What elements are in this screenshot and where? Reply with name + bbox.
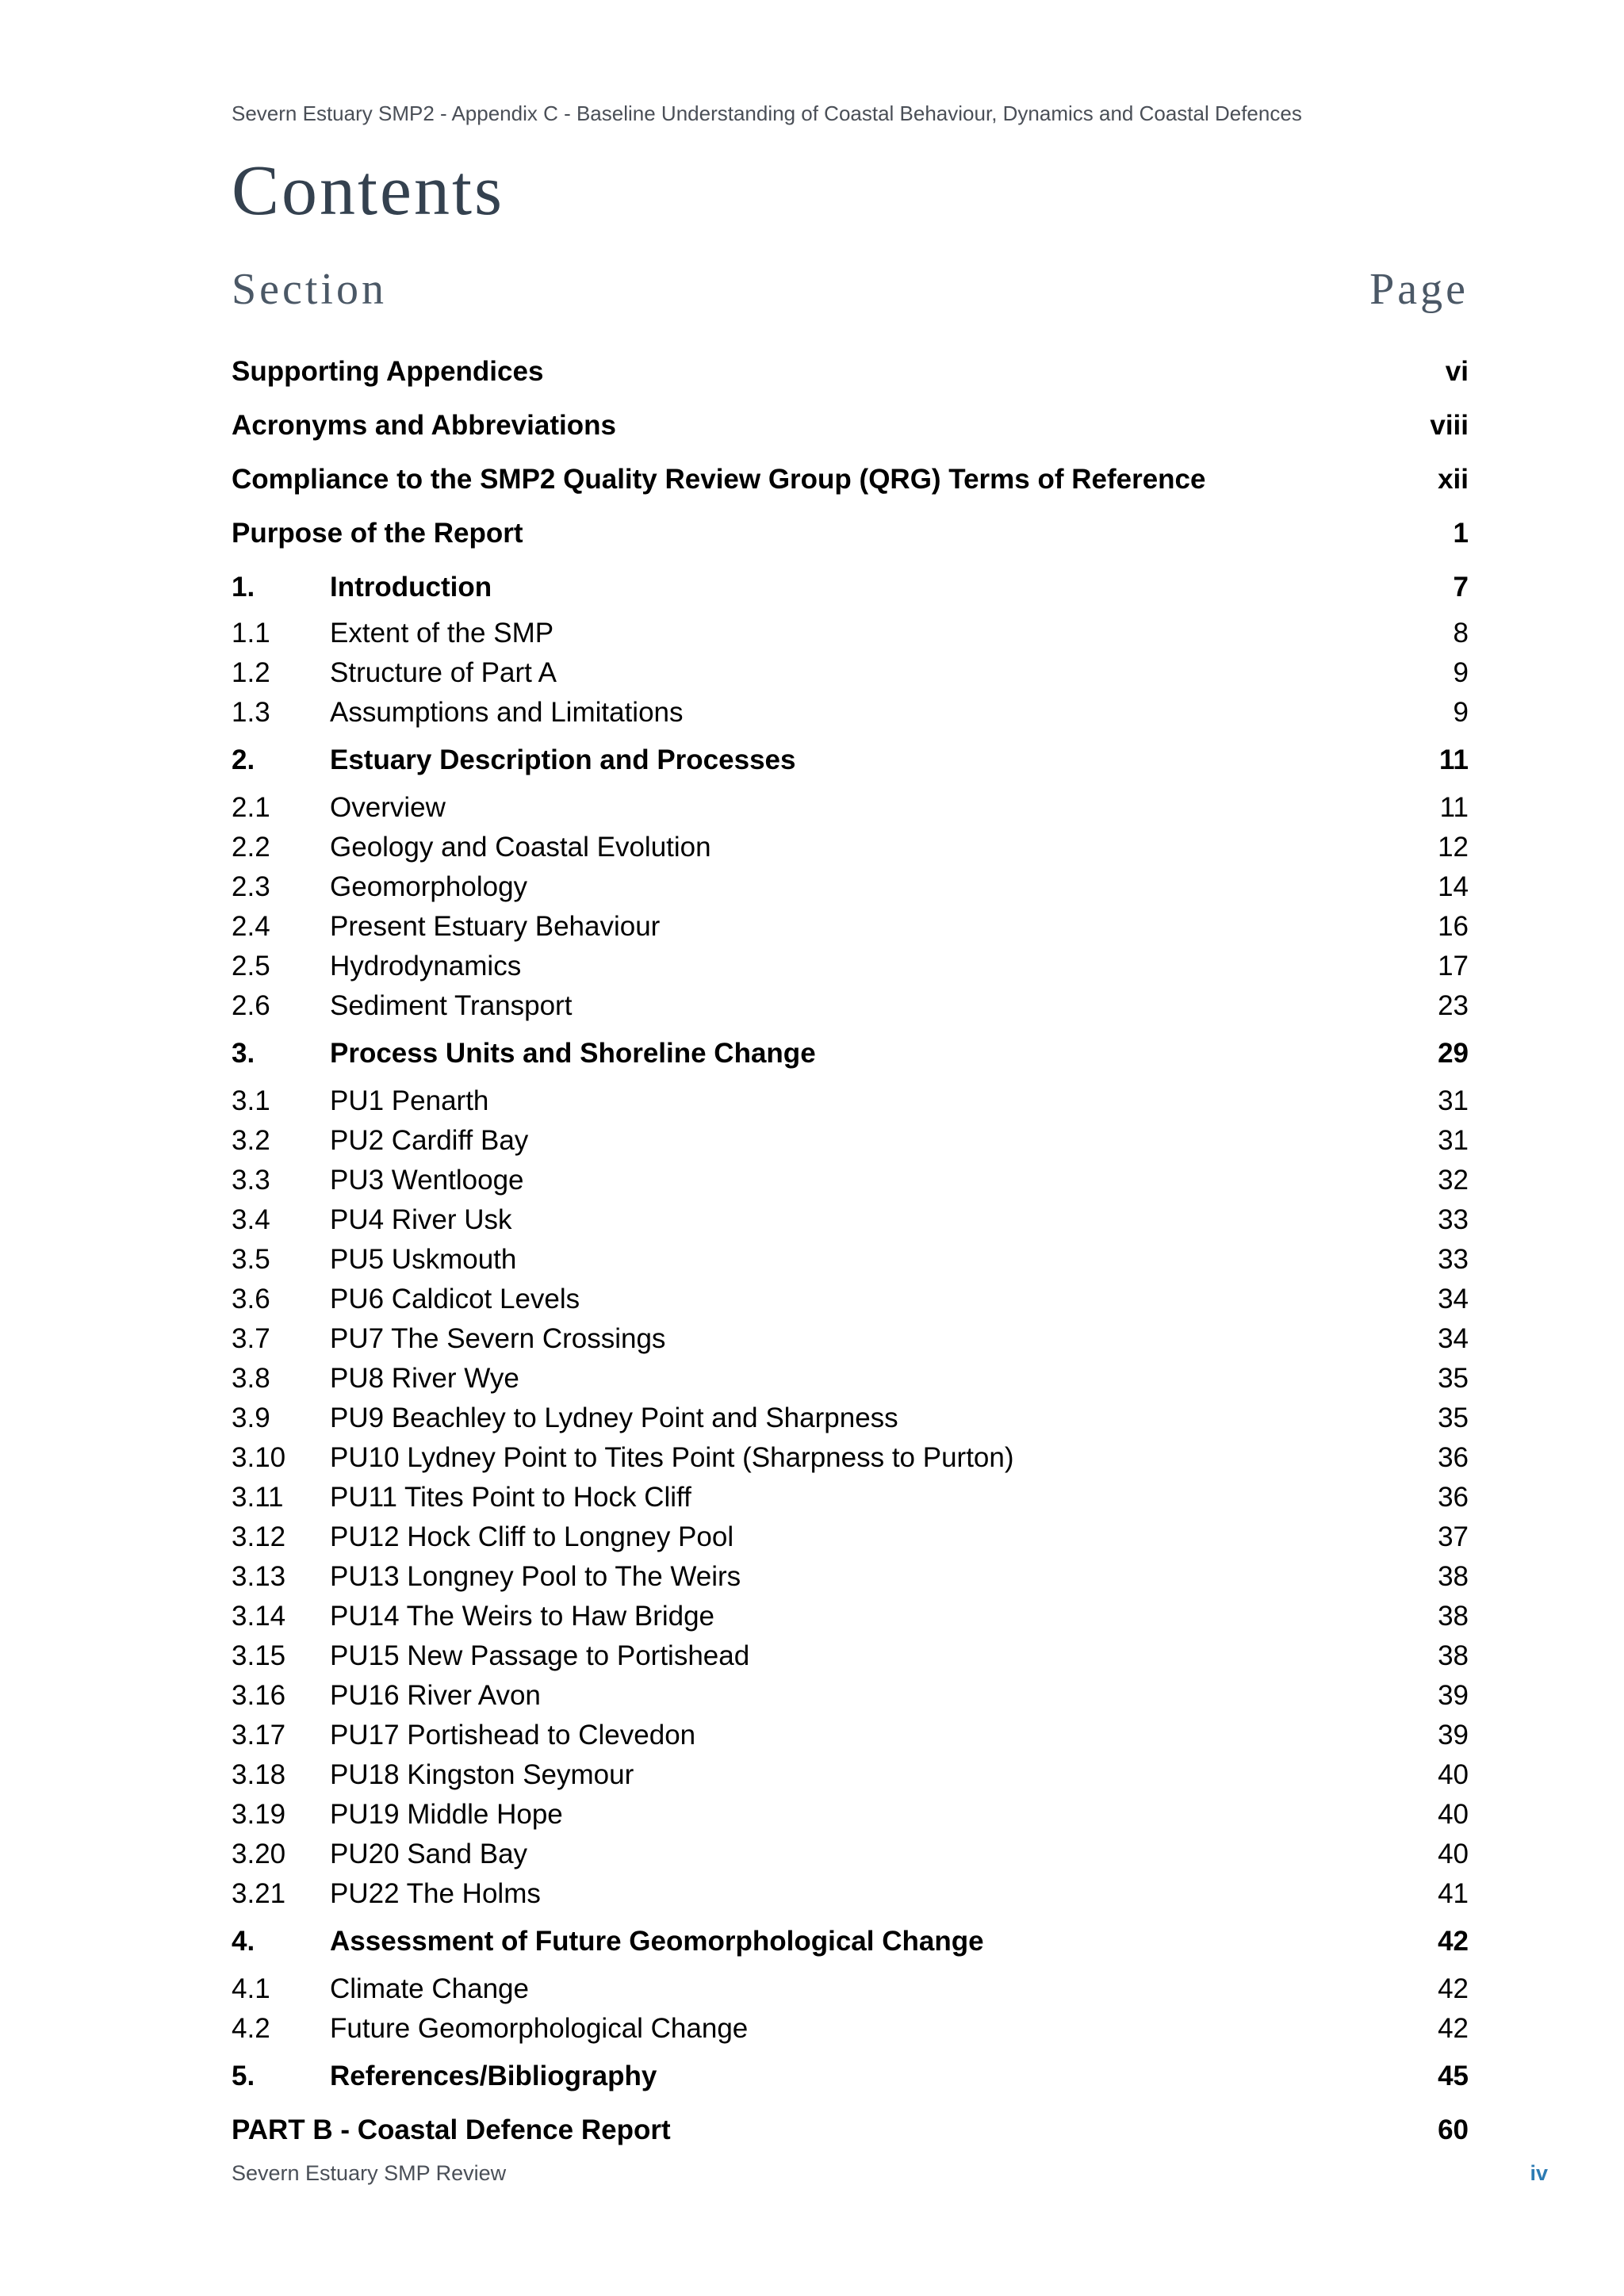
toc-section-entry[interactable] bbox=[232, 1719, 1469, 1752]
toc-entry-number: 3.19 bbox=[232, 1799, 286, 1830]
toc-section-entry[interactable] bbox=[232, 1640, 1469, 1673]
toc-chapter-entry[interactable] bbox=[232, 2060, 1469, 2093]
toc-entry-page: 12 bbox=[1438, 832, 1469, 863]
toc-entry-page: 9 bbox=[1453, 697, 1469, 728]
toc-entry-page: 39 bbox=[1438, 1720, 1469, 1751]
toc-entry-page: 37 bbox=[1438, 1521, 1469, 1552]
toc-entry-title: PU5 Uskmouth bbox=[330, 1244, 517, 1275]
toc-entry-title: PU3 Wentlooge bbox=[330, 1165, 524, 1196]
toc-entry-number: 1. bbox=[232, 572, 255, 603]
toc-entry-page: 38 bbox=[1438, 1601, 1469, 1632]
toc-entry-number: 1.1 bbox=[232, 618, 270, 649]
toc-section-entry[interactable] bbox=[232, 910, 1469, 943]
toc-front-matter-entry[interactable] bbox=[232, 355, 1469, 388]
toc-entry-number: 3.3 bbox=[232, 1165, 270, 1196]
toc-section-entry[interactable] bbox=[232, 1481, 1469, 1514]
toc-section-entry[interactable] bbox=[232, 791, 1469, 825]
toc-chapter-entry[interactable] bbox=[232, 1925, 1469, 1958]
toc-section-entry[interactable] bbox=[232, 656, 1469, 690]
toc-entry-number: 1.2 bbox=[232, 657, 270, 688]
toc-entry-number: 3.6 bbox=[232, 1284, 270, 1314]
toc-entry-page: xii bbox=[1438, 464, 1469, 495]
toc-section-entry[interactable] bbox=[232, 1243, 1469, 1276]
toc-entry-number: 2.2 bbox=[232, 832, 270, 863]
toc-entry-page: 17 bbox=[1438, 951, 1469, 982]
toc-entry-title: PU9 Beachley to Lydney Point and Sharpness bbox=[330, 1402, 898, 1433]
toc-entry-title: PU17 Portishead to Clevedon bbox=[330, 1720, 696, 1751]
toc-entry-page: 31 bbox=[1438, 1085, 1469, 1116]
toc-entry-page: 40 bbox=[1438, 1759, 1469, 1790]
toc-entry-page: 36 bbox=[1438, 1442, 1469, 1473]
toc-entry-title: Hydrodynamics bbox=[330, 951, 522, 982]
toc-entry-page: 11 bbox=[1439, 792, 1469, 823]
toc-entry-page: 42 bbox=[1438, 1926, 1469, 1957]
toc-entry-number: 3.11 bbox=[232, 1482, 284, 1513]
toc-entry-title: Future Geomorphological Change bbox=[330, 2013, 749, 2044]
toc-front-matter-entry[interactable] bbox=[232, 409, 1469, 442]
toc-entry-number: 3.20 bbox=[232, 1839, 286, 1869]
toc-section-entry[interactable] bbox=[232, 1283, 1469, 1316]
toc-entry-number: 3.17 bbox=[232, 1720, 286, 1751]
toc-entry-title: Assumptions and Limitations bbox=[330, 697, 684, 728]
toc-section-entry[interactable] bbox=[232, 1560, 1469, 1594]
toc-entry-title: PU15 New Passage to Portishead bbox=[330, 1640, 750, 1671]
footer-page-number: iv bbox=[1530, 2161, 1548, 2185]
toc-entry-page: 31 bbox=[1438, 1125, 1469, 1156]
toc-entry-number: 3.12 bbox=[232, 1521, 286, 1552]
toc-entry-title: PU18 Kingston Seymour bbox=[330, 1759, 634, 1790]
toc-entry-number: 3.18 bbox=[232, 1759, 286, 1790]
toc-entry-title: Climate Change bbox=[330, 1973, 529, 2004]
toc-entry-page: viii bbox=[1430, 410, 1469, 441]
toc-entry-title: References/Bibliography bbox=[330, 2061, 657, 2091]
page-column-heading: Page bbox=[1369, 265, 1469, 314]
toc-front-matter-entry[interactable] bbox=[232, 517, 1469, 550]
toc-entry-number: 3.14 bbox=[232, 1601, 286, 1632]
toc-entry-page: 42 bbox=[1438, 1973, 1469, 2004]
toc-entry-title: PU8 River Wye bbox=[330, 1363, 519, 1394]
toc-entry-page: 35 bbox=[1438, 1363, 1469, 1394]
toc-section-entry[interactable] bbox=[232, 1402, 1469, 1435]
toc-entry-page: 7 bbox=[1453, 572, 1469, 603]
toc-section-entry[interactable] bbox=[232, 1362, 1469, 1395]
toc-entry-page: 40 bbox=[1438, 1799, 1469, 1830]
toc-entry-title: Compliance to the SMP2 Quality Review Group (QRG) Terms of Reference bbox=[232, 464, 1206, 495]
toc-front-matter-entry[interactable] bbox=[232, 2114, 1469, 2147]
toc-entry-title: Geology and Coastal Evolution bbox=[330, 832, 711, 863]
toc-section-entry[interactable] bbox=[232, 1521, 1469, 1554]
toc-entry-number: 2.3 bbox=[232, 871, 270, 902]
toc-entry-number: 4.2 bbox=[232, 2013, 270, 2044]
toc-chapter-entry[interactable] bbox=[232, 744, 1469, 777]
toc-entry-title: Assessment of Future Geomorphological Change bbox=[330, 1926, 984, 1957]
toc-entry-number: 2.4 bbox=[232, 911, 270, 942]
toc-section-entry[interactable] bbox=[232, 1600, 1469, 1633]
toc-entry-page: 9 bbox=[1453, 657, 1469, 688]
toc-entry-number: 3.1 bbox=[232, 1085, 270, 1116]
toc-section-entry[interactable] bbox=[232, 1085, 1469, 1118]
toc-entry-title: Purpose of the Report bbox=[232, 518, 523, 549]
toc-entry-page: 34 bbox=[1438, 1284, 1469, 1314]
toc-entry-number: 2.1 bbox=[232, 792, 270, 823]
toc-entry-page: 16 bbox=[1438, 911, 1469, 942]
toc-entry-page: 32 bbox=[1438, 1165, 1469, 1196]
toc-section-entry[interactable] bbox=[232, 1838, 1469, 1871]
toc-entry-page: 60 bbox=[1438, 2114, 1469, 2145]
toc-entry-number: 5. bbox=[232, 2061, 255, 2091]
toc-entry-number: 4.1 bbox=[232, 1973, 270, 2004]
toc-entry-number: 3.16 bbox=[232, 1680, 286, 1711]
toc-section-entry[interactable] bbox=[232, 1758, 1469, 1792]
toc-section-entry[interactable] bbox=[232, 1322, 1469, 1356]
toc-section-entry[interactable] bbox=[232, 1164, 1469, 1197]
section-column-heading: Section bbox=[232, 265, 387, 314]
toc-entry-title: Acronyms and Abbreviations bbox=[232, 410, 616, 441]
toc-entry-number: 3.7 bbox=[232, 1323, 270, 1354]
toc-entry-title: PU7 The Severn Crossings bbox=[330, 1323, 666, 1354]
toc-entry-number: 3.4 bbox=[232, 1204, 270, 1235]
toc-section-entry[interactable] bbox=[232, 1124, 1469, 1158]
toc-entry-page: 23 bbox=[1438, 990, 1469, 1021]
toc-entry-title: PU10 Lydney Point to Tites Point (Sharpness to Purton) bbox=[330, 1442, 1014, 1473]
toc-section-entry[interactable] bbox=[232, 950, 1469, 983]
toc-entry-page: 14 bbox=[1438, 871, 1469, 902]
toc-entry-number: 2.5 bbox=[232, 951, 270, 982]
toc-entry-title: PU1 Penarth bbox=[330, 1085, 489, 1116]
toc-entry-number: 2.6 bbox=[232, 990, 270, 1021]
running-header: Severn Estuary SMP2 - Appendix C - Baseline Understanding of Coastal Behaviour, Dynamics and Coastal Defences bbox=[232, 101, 1302, 125]
toc-entry-number: 3.15 bbox=[232, 1640, 286, 1671]
toc-section-entry[interactable] bbox=[232, 696, 1469, 729]
toc-entry-page: 42 bbox=[1438, 2013, 1469, 2044]
toc-entry-title: Introduction bbox=[330, 572, 492, 603]
toc-entry-page: 45 bbox=[1438, 2061, 1469, 2091]
toc-entry-number: 3. bbox=[232, 1038, 255, 1069]
toc-section-entry[interactable] bbox=[232, 989, 1469, 1023]
toc-entry-title: Geomorphology bbox=[330, 871, 528, 902]
toc-entry-page: 11 bbox=[1439, 744, 1469, 775]
toc-section-entry[interactable] bbox=[232, 871, 1469, 904]
toc-entry-title: PU19 Middle Hope bbox=[330, 1799, 563, 1830]
toc-chapter-entry[interactable] bbox=[232, 1037, 1469, 1070]
toc-entry-title: Present Estuary Behaviour bbox=[330, 911, 661, 942]
toc-entry-page: 1 bbox=[1453, 518, 1469, 549]
toc-entry-title: PU2 Cardiff Bay bbox=[330, 1125, 529, 1156]
toc-entry-title: Structure of Part A bbox=[330, 657, 557, 688]
toc-entry-number: 3.5 bbox=[232, 1244, 270, 1275]
toc-entry-number: 3.10 bbox=[232, 1442, 286, 1473]
toc-entry-page: 34 bbox=[1438, 1323, 1469, 1354]
toc-section-entry[interactable] bbox=[232, 1679, 1469, 1712]
toc-entry-number: 1.3 bbox=[232, 697, 270, 728]
toc-entry-title: PU22 The Holms bbox=[330, 1878, 541, 1909]
toc-entry-title: Sediment Transport bbox=[330, 990, 573, 1021]
toc-chapter-entry[interactable] bbox=[232, 571, 1469, 604]
toc-entry-page: 8 bbox=[1453, 618, 1469, 649]
toc-section-entry[interactable] bbox=[232, 1877, 1469, 1911]
toc-entry-number: 4. bbox=[232, 1926, 255, 1957]
toc-entry-page: 33 bbox=[1438, 1244, 1469, 1275]
toc-entry-page: 36 bbox=[1438, 1482, 1469, 1513]
toc-entry-number: 3.8 bbox=[232, 1363, 270, 1394]
toc-entry-page: 39 bbox=[1438, 1680, 1469, 1711]
toc-entry-page: vi bbox=[1445, 356, 1469, 387]
page-title: Contents bbox=[232, 151, 505, 230]
toc-entry-title: PU11 Tites Point to Hock Cliff bbox=[330, 1482, 691, 1513]
toc-entry-title: PU12 Hock Cliff to Longney Pool bbox=[330, 1521, 734, 1552]
toc-entry-title: Overview bbox=[330, 792, 446, 823]
toc-entry-number: 3.21 bbox=[232, 1878, 286, 1909]
toc-section-entry[interactable] bbox=[232, 1798, 1469, 1831]
toc-section-entry[interactable] bbox=[232, 1973, 1469, 2006]
toc-entry-page: 29 bbox=[1438, 1038, 1469, 1069]
toc-entry-title: Estuary Description and Processes bbox=[330, 744, 796, 775]
toc-section-entry[interactable] bbox=[232, 2012, 1469, 2045]
toc-section-entry[interactable] bbox=[232, 831, 1469, 864]
toc-entry-title: PU6 Caldicot Levels bbox=[330, 1284, 580, 1314]
toc-entry-number: 2. bbox=[232, 744, 255, 775]
toc-entry-page: 33 bbox=[1438, 1204, 1469, 1235]
toc-entry-title: Process Units and Shoreline Change bbox=[330, 1038, 816, 1069]
toc-entry-title: PU4 River Usk bbox=[330, 1204, 512, 1235]
toc-entry-title: PU14 The Weirs to Haw Bridge bbox=[330, 1601, 715, 1632]
toc-entry-number: 3.2 bbox=[232, 1125, 270, 1156]
toc-entry-title: Extent of the SMP bbox=[330, 618, 554, 649]
toc-entry-page: 41 bbox=[1438, 1878, 1469, 1909]
toc-entry-title: Supporting Appendices bbox=[232, 356, 544, 387]
toc-entry-title: PU13 Longney Pool to The Weirs bbox=[330, 1561, 741, 1592]
toc-section-entry[interactable] bbox=[232, 1441, 1469, 1475]
toc-front-matter-entry[interactable] bbox=[232, 463, 1469, 496]
toc-entry-number: 3.9 bbox=[232, 1402, 270, 1433]
toc-entry-title: PU20 Sand Bay bbox=[330, 1839, 528, 1869]
toc-entry-page: 35 bbox=[1438, 1402, 1469, 1433]
toc-entry-page: 40 bbox=[1438, 1839, 1469, 1869]
toc-section-entry[interactable] bbox=[232, 617, 1469, 650]
footer-title: Severn Estuary SMP Review bbox=[232, 2161, 507, 2185]
toc-entry-number: 3.13 bbox=[232, 1561, 286, 1592]
toc-entry-page: 38 bbox=[1438, 1561, 1469, 1592]
toc-entry-title: PU16 River Avon bbox=[330, 1680, 541, 1711]
toc-entry-page: 38 bbox=[1438, 1640, 1469, 1671]
toc-section-entry[interactable] bbox=[232, 1203, 1469, 1237]
toc-entry-title: PART B - Coastal Defence Report bbox=[232, 2114, 671, 2145]
